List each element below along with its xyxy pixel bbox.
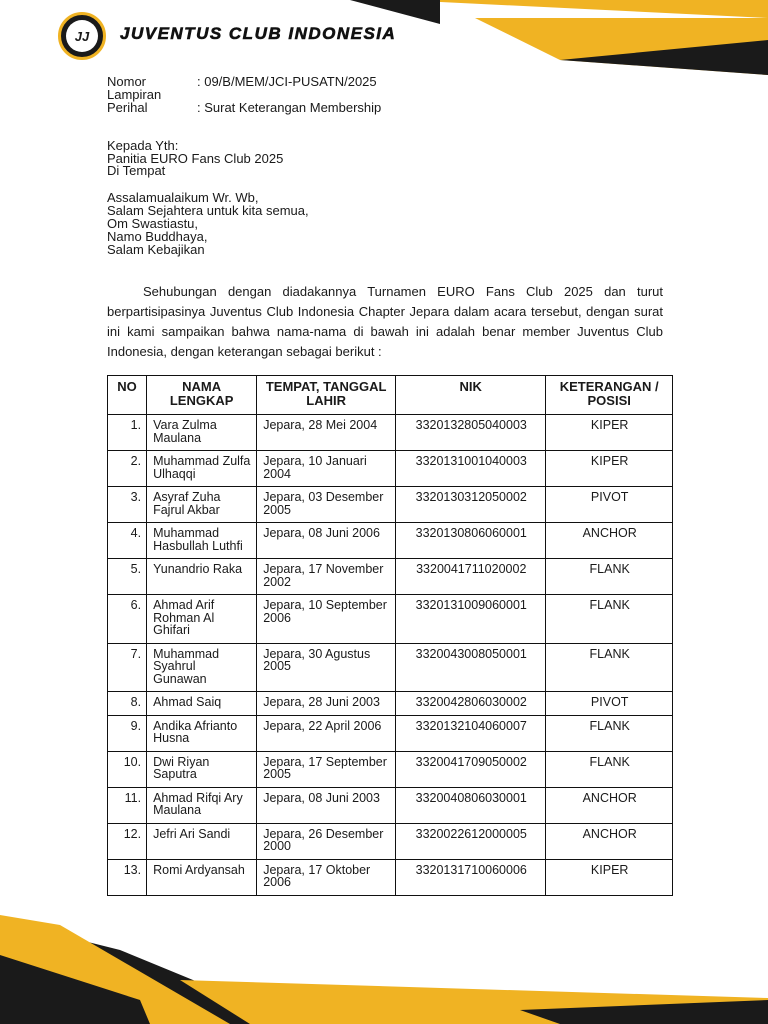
club-logo-text: JJ [66, 20, 98, 52]
cell-name: Jefri Ari Sandi [147, 823, 257, 859]
table-row [108, 715, 673, 751]
meta-value: : Surat Keterangan Membership [197, 100, 382, 115]
table-row [108, 487, 673, 523]
cell-ttl: Jepara, 28 Mei 2004 [257, 415, 396, 451]
cell-ket: PIVOT [546, 487, 673, 523]
cell-nik: 3320130312050002 [396, 487, 546, 523]
table-row [108, 859, 673, 895]
cell-nik: 3320041711020002 [396, 559, 546, 595]
cell-nik: 3320042806030002 [396, 692, 546, 716]
cell-ket: KIPER [546, 451, 673, 487]
table-row [108, 692, 673, 716]
body-paragraph: Sehubungan dengan diadakannya Turnamen EURO Fans Club 2025 dan turut berpartisipasinya Juventus Club Indonesia Chapter Jepara dalam acara tersebut, dengan surat ini kami sampaikan bahwa nama-nama di bawah ini adalah benar member Juventus Club Indonesia, dengan keterangan sebagai berikut : [107, 284, 663, 359]
table-row [108, 595, 673, 644]
cell-no: 5. [108, 559, 147, 595]
cell-no: 7. [108, 643, 147, 692]
cell-ket: FLANK [546, 751, 673, 787]
cell-name: Vara Zulma Maulana [147, 415, 257, 451]
cell-name: Muhammad Zulfa Ulhaqqi [147, 451, 257, 487]
cell-no: 6. [108, 595, 147, 644]
cell-ttl: Jepara, 10 Januari 2004 [257, 451, 396, 487]
cell-no: 2. [108, 451, 147, 487]
cell-ttl: Jepara, 17 November 2002 [257, 559, 396, 595]
cell-ket: ANCHOR [546, 823, 673, 859]
cell-name: Ahmad Rifqi Ary Maulana [147, 787, 257, 823]
cell-ket: KIPER [546, 415, 673, 451]
header-birth: TEMPAT, TANGGAL LAHIR [257, 376, 396, 415]
table-row [108, 559, 673, 595]
cell-ket: ANCHOR [546, 787, 673, 823]
cell-ttl: Jepara, 28 Juni 2003 [257, 692, 396, 716]
cell-nik: 3320131710060006 [396, 859, 546, 895]
table-row [108, 751, 673, 787]
cell-ket: KIPER [546, 859, 673, 895]
cell-no: 4. [108, 523, 147, 559]
header-position: KETERANGAN / POSISI [546, 376, 673, 415]
address-line: Kepada Yth: [107, 138, 179, 153]
greeting-line: Salam Kebajikan [107, 242, 205, 257]
greeting-line: Om Swastiastu, [107, 216, 199, 231]
table-row [108, 415, 673, 451]
cell-name: Yunandrio Raka [147, 559, 257, 595]
cell-ket: FLANK [546, 559, 673, 595]
meta-row-perihal [107, 101, 381, 114]
cell-no: 12. [108, 823, 147, 859]
cell-name: Andika Afrianto Husna [147, 715, 257, 751]
cell-ttl: Jepara, 17 Oktober 2006 [257, 859, 396, 895]
cell-nik: 3320022612000005 [396, 823, 546, 859]
cell-name: Romi Ardyansah [147, 859, 257, 895]
cell-nik: 3320043008050001 [396, 643, 546, 692]
header-no: NO [108, 376, 147, 415]
cell-ttl: Jepara, 30 Agustus 2005 [257, 643, 396, 692]
cell-name: Asyraf Zuha Fajrul Akbar [147, 487, 257, 523]
table-body [108, 415, 673, 896]
cell-ttl: Jepara, 08 Juni 2003 [257, 787, 396, 823]
cell-name: Dwi Riyan Saputra [147, 751, 257, 787]
cell-no: 8. [108, 692, 147, 716]
greetings [107, 191, 309, 256]
address-line: Panitia EURO Fans Club 2025 [107, 150, 284, 166]
cell-name: Muhammad Syahrul Gunawan [147, 643, 257, 692]
header-name: NAMA LENGKAP [147, 376, 257, 415]
table-row [108, 787, 673, 823]
letter-meta [107, 75, 381, 114]
meta-key: Nomor [107, 74, 147, 89]
table-row [108, 523, 673, 559]
table-row [108, 643, 673, 692]
club-logo [58, 12, 106, 60]
cell-no: 10. [108, 751, 147, 787]
members-table [107, 375, 673, 896]
table-row [108, 451, 673, 487]
cell-name: Muhammad Hasbullah Luthfi [147, 523, 257, 559]
table-row [108, 823, 673, 859]
cell-ket: FLANK [546, 595, 673, 644]
meta-value: : 09/B/MEM/JCI-PUSATN/2025 [197, 74, 377, 89]
address-line: Di Tempat [107, 163, 166, 178]
cell-nik: 3320130806060001 [396, 523, 546, 559]
table-header-row [108, 376, 673, 415]
cell-no: 13. [108, 859, 147, 895]
cell-ttl: Jepara, 03 Desember 2005 [257, 487, 396, 523]
cell-name: Ahmad Arif Rohman Al Ghifari [147, 595, 257, 644]
meta-key: Lampiran [107, 87, 162, 102]
greeting-line: Salam Sejahtera untuk kita semua, [107, 203, 309, 218]
cell-no: 3. [108, 487, 147, 523]
cell-no: 1. [108, 415, 147, 451]
cell-nik: 3320131009060001 [396, 595, 546, 644]
cell-no: 9. [108, 715, 147, 751]
cell-ttl: Jepara, 26 Desember 2000 [257, 823, 396, 859]
cell-ttl: Jepara, 17 September 2005 [257, 751, 396, 787]
cell-ttl: Jepara, 08 Juni 2006 [257, 523, 396, 559]
cell-nik: 3320131001040003 [396, 451, 546, 487]
cell-ttl: Jepara, 10 September 2006 [257, 595, 396, 644]
cell-ttl: Jepara, 22 April 2006 [257, 715, 396, 751]
greeting-line: Namo Buddhaya, [107, 229, 208, 244]
cell-name: Ahmad Saiq [147, 692, 257, 716]
cell-ket: ANCHOR [546, 523, 673, 559]
cell-ket: FLANK [546, 643, 673, 692]
cell-ket: PIVOT [546, 692, 673, 716]
cell-no: 11. [108, 787, 147, 823]
cell-nik: 3320132104060007 [396, 715, 546, 751]
cell-nik: 3320132805040003 [396, 415, 546, 451]
cell-nik: 3320041709050002 [396, 751, 546, 787]
meta-key: Perihal [107, 100, 148, 115]
recipient-address [107, 140, 283, 178]
greeting-line: Assalamualaikum Wr. Wb, [107, 190, 259, 205]
cell-nik: 3320040806030001 [396, 787, 546, 823]
club-name: JUVENTUS CLUB INDONESIA [120, 24, 397, 43]
cell-ket: FLANK [546, 715, 673, 751]
header-nik: NIK [396, 376, 546, 415]
